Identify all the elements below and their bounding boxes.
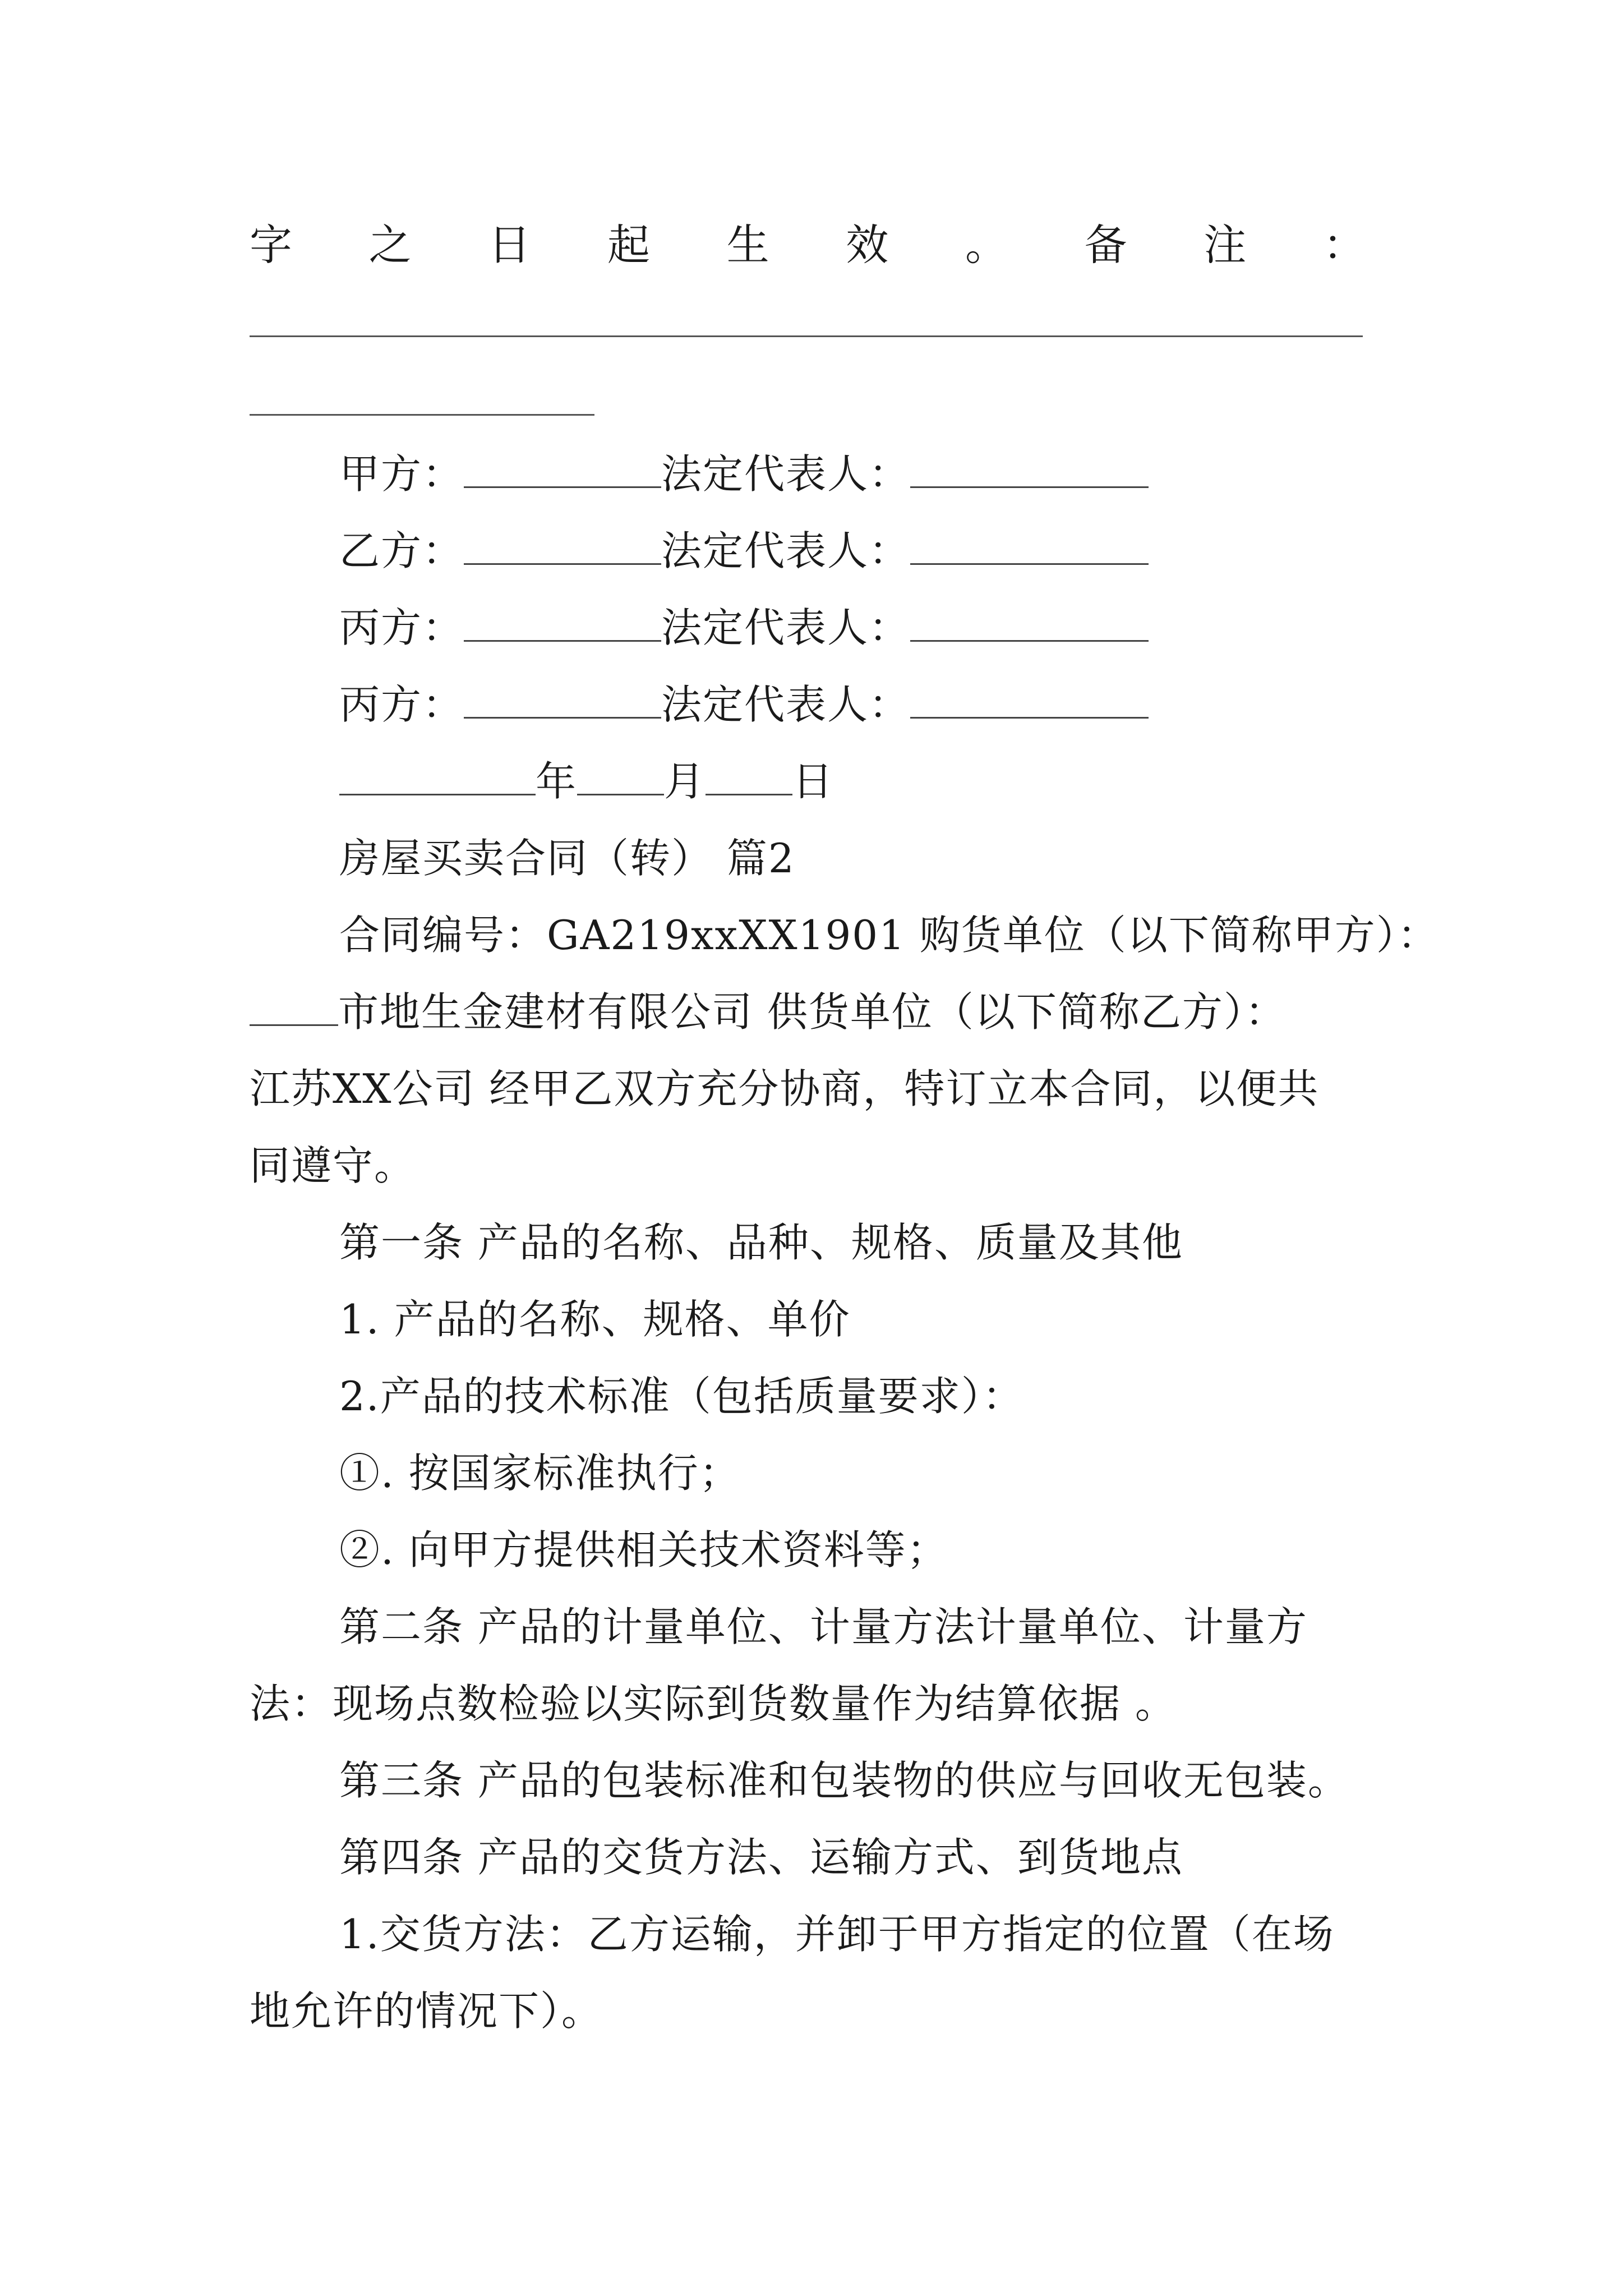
party-blank	[464, 683, 661, 719]
opening-spaced-line	[250, 220, 1366, 270]
article-4-item-1-line-2: 地允许的情况下）。	[250, 1987, 603, 2035]
party-label: 甲方：	[339, 450, 464, 498]
rep-label: 法定代表人：	[661, 604, 911, 651]
party-blank	[464, 606, 661, 642]
day-blank	[706, 760, 792, 795]
rep-blank	[910, 453, 1149, 488]
contract-intro-line-3: 江苏XX公司 经甲乙双方充分协商，特订立本合同，以便共	[250, 1065, 1320, 1112]
remark-rule-short	[250, 414, 594, 416]
article-1-item-2b: ②. 向甲方提供相关技术资料等；	[339, 1526, 948, 1573]
party-blank	[464, 530, 661, 565]
rep-label: 法定代表人：	[661, 681, 911, 728]
spaced-char: 注	[1204, 220, 1247, 270]
spaced-char: ：	[1322, 220, 1366, 270]
article-1-item-2: 2.产品的技术标准（包括质量要求）：	[339, 1373, 1024, 1420]
article-1-item-1: 1. 产品的名称、规格、单价	[339, 1296, 851, 1343]
contract-intro-line-4: 同遵守。	[250, 1142, 416, 1189]
spaced-char: 。	[965, 220, 1008, 270]
article-4-item-1-line-1: 1.交货方法：乙方运输，并卸于甲方指定的位置（在场	[339, 1911, 1335, 1958]
signature-line-jia	[339, 449, 1149, 499]
rep-blank	[910, 683, 1149, 719]
spaced-char: 效	[846, 220, 889, 270]
article-3: 第三条 产品的包装标准和包装物的供应与回收无包装。	[339, 1757, 1349, 1804]
remark-rule-long	[250, 335, 1363, 337]
rep-blank	[910, 606, 1149, 642]
spaced-char: 日	[488, 220, 531, 270]
day-label: 日	[792, 758, 834, 805]
party-blank	[464, 453, 661, 488]
party-label: 丙方：	[339, 604, 464, 651]
article-1-item-2a: ①. 按国家标准执行；	[339, 1450, 741, 1497]
spaced-char: 起	[607, 220, 650, 270]
month-blank	[577, 760, 664, 795]
contract-intro-line-2-text: 市地生金建材有限公司 供货单位（以下简称乙方）：	[338, 988, 1287, 1036]
spaced-char: 生	[726, 220, 769, 270]
contract-intro-line-2	[250, 987, 1287, 1037]
date-line	[339, 756, 834, 807]
spaced-char: 字	[250, 220, 292, 270]
article-2-line-1: 第二条 产品的计量单位、计量方法计量单位、计量方	[339, 1603, 1308, 1650]
article-2-line-2: 法：现场点数检验以实际到货数量作为结算依据 。	[250, 1680, 1177, 1727]
article-1-heading: 第一条 产品的名称、品种、规格、质量及其他	[339, 1219, 1183, 1266]
year-label: 年	[536, 758, 578, 805]
signature-line-yi	[339, 526, 1149, 576]
party-label: 丙方：	[339, 681, 464, 728]
section-title: 房屋买卖合同（转） 篇2	[339, 835, 795, 882]
spaced-char: 之	[368, 220, 412, 270]
party-label: 乙方：	[339, 527, 464, 574]
signature-line-bing-2	[339, 679, 1149, 730]
spaced-char: 备	[1084, 220, 1127, 270]
article-4-heading: 第四条 产品的交货方法、运输方式、到货地点	[339, 1834, 1183, 1881]
year-blank	[339, 760, 536, 795]
signature-line-bing-1	[339, 602, 1149, 653]
month-label: 月	[664, 758, 706, 805]
rep-label: 法定代表人：	[661, 527, 911, 574]
city-blank	[250, 991, 338, 1026]
contract-intro-line-1: 合同编号：GA219xxXX1901 购货单位（以下简称甲方）：	[339, 912, 1439, 959]
rep-label: 法定代表人：	[661, 450, 911, 498]
rep-blank	[910, 530, 1149, 565]
